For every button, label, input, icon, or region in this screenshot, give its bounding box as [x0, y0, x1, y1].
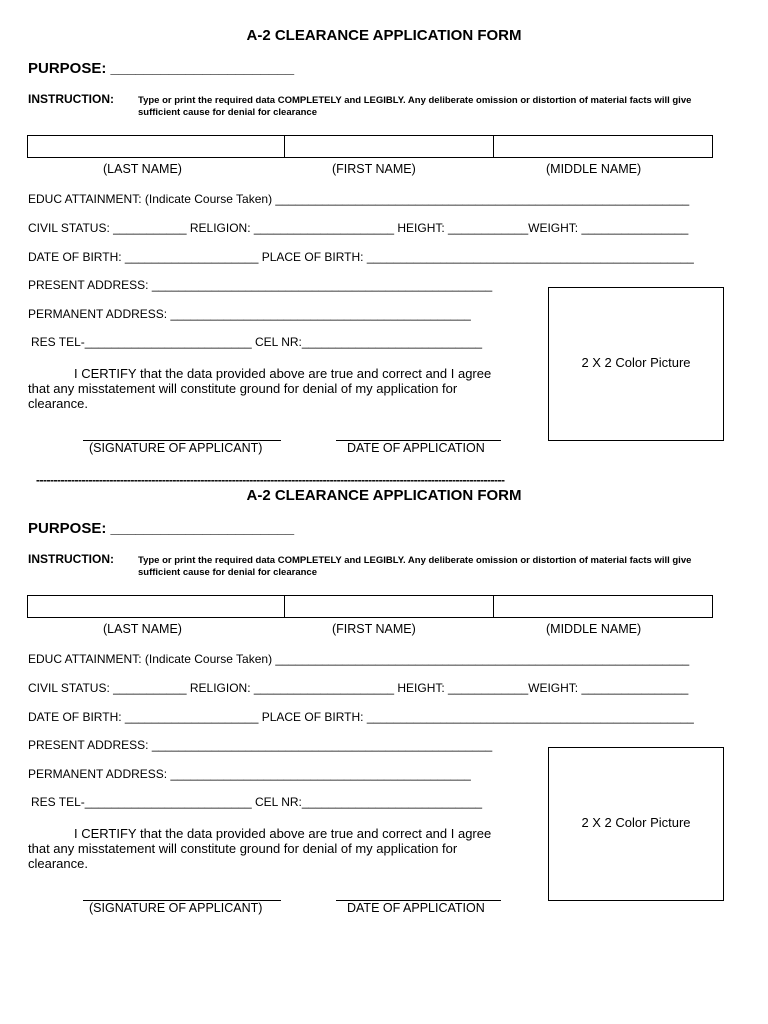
first-name-field[interactable]	[284, 596, 493, 617]
cut-divider: --------------------------------------------------------------------------------------------------------------------------------------	[36, 473, 505, 487]
instruction-label: INSTRUCTION:	[28, 92, 114, 106]
middle-name-caption: (MIDDLE NAME)	[546, 162, 642, 176]
middle-name-field[interactable]	[493, 596, 712, 617]
civil-status-row[interactable]: CIVIL STATUS: ___________ RELIGION: _____________________ HEIGHT: ____________WEIGHT: ________________	[28, 221, 689, 235]
purpose-field[interactable]: PURPOSE: ______________________	[28, 520, 295, 537]
first-name-caption: (FIRST NAME)	[332, 622, 416, 636]
civil-status-row[interactable]: CIVIL STATUS: ___________ RELIGION: _____________________ HEIGHT: ____________WEIGHT: ________________	[28, 681, 689, 695]
name-box	[27, 595, 713, 618]
date-of-birth-row[interactable]: DATE OF BIRTH: ____________________ PLACE OF BIRTH: _________________________________________________	[28, 250, 694, 264]
last-name-field[interactable]	[28, 596, 284, 617]
permanent-address-field[interactable]: PERMANENT ADDRESS: _____________________________________________	[28, 307, 471, 321]
permanent-address-field[interactable]: PERMANENT ADDRESS: _____________________________________________	[28, 767, 471, 781]
certification-text	[28, 826, 508, 871]
educ-attainment-field[interactable]: EDUC ATTAINMENT: (Indicate Course Taken) ______________________________________________________________	[28, 652, 690, 666]
photo-label: 2 X 2 Color Picture	[581, 354, 691, 370]
certification-text	[28, 366, 508, 411]
res-tel-row[interactable]: RES TEL-_________________________ CEL NR:___________________________	[31, 335, 483, 349]
signature-caption: (SIGNATURE OF APPLICANT)	[89, 441, 263, 455]
photo-box	[548, 287, 724, 441]
last-name-caption: (LAST NAME)	[103, 622, 182, 636]
present-address-field[interactable]: PRESENT ADDRESS: ___________________________________________________	[28, 738, 493, 752]
photo-box	[548, 747, 724, 901]
name-box	[27, 135, 713, 158]
first-name-caption: (FIRST NAME)	[332, 162, 416, 176]
certification-body: I CERTIFY that the data provided above are true and correct and I agree that any misstatement will constitute ground for denial of my application for clearance.	[28, 366, 492, 411]
instruction-label: INSTRUCTION:	[28, 552, 114, 566]
purpose-field[interactable]: PURPOSE: ______________________	[28, 60, 295, 77]
photo-label: 2 X 2 Color Picture	[581, 814, 691, 830]
instruction-text: Type or print the required data COMPLETELY and LEGIBLY. Any deliberate omission or distortion of material facts will give sufficient cause for denial for clearance	[138, 555, 692, 578]
last-name-caption: (LAST NAME)	[103, 162, 182, 176]
date-caption: DATE OF APPLICATION	[347, 441, 485, 455]
present-address-field[interactable]: PRESENT ADDRESS: ___________________________________________________	[28, 278, 493, 292]
first-name-field[interactable]	[284, 136, 493, 157]
clearance-form-1	[0, 0, 768, 455]
clearance-form-2	[0, 460, 768, 915]
form-title: A-2 CLEARANCE APPLICATION FORM	[246, 27, 522, 44]
form-title: A-2 CLEARANCE APPLICATION FORM	[246, 487, 522, 504]
instruction-text: Type or print the required data COMPLETELY and LEGIBLY. Any deliberate omission or distortion of material facts will give sufficient cause for denial for clearance	[138, 95, 692, 118]
date-caption: DATE OF APPLICATION	[347, 901, 485, 915]
last-name-field[interactable]	[28, 136, 284, 157]
middle-name-field[interactable]	[493, 136, 712, 157]
middle-name-caption: (MIDDLE NAME)	[546, 622, 642, 636]
signature-caption: (SIGNATURE OF APPLICANT)	[89, 901, 263, 915]
certification-body: I CERTIFY that the data provided above are true and correct and I agree that any misstatement will constitute ground for denial of my application for clearance.	[28, 826, 492, 871]
date-of-birth-row[interactable]: DATE OF BIRTH: ____________________ PLACE OF BIRTH: _________________________________________________	[28, 710, 694, 724]
educ-attainment-field[interactable]: EDUC ATTAINMENT: (Indicate Course Taken) ______________________________________________________________	[28, 192, 690, 206]
res-tel-row[interactable]: RES TEL-_________________________ CEL NR:___________________________	[31, 795, 483, 809]
